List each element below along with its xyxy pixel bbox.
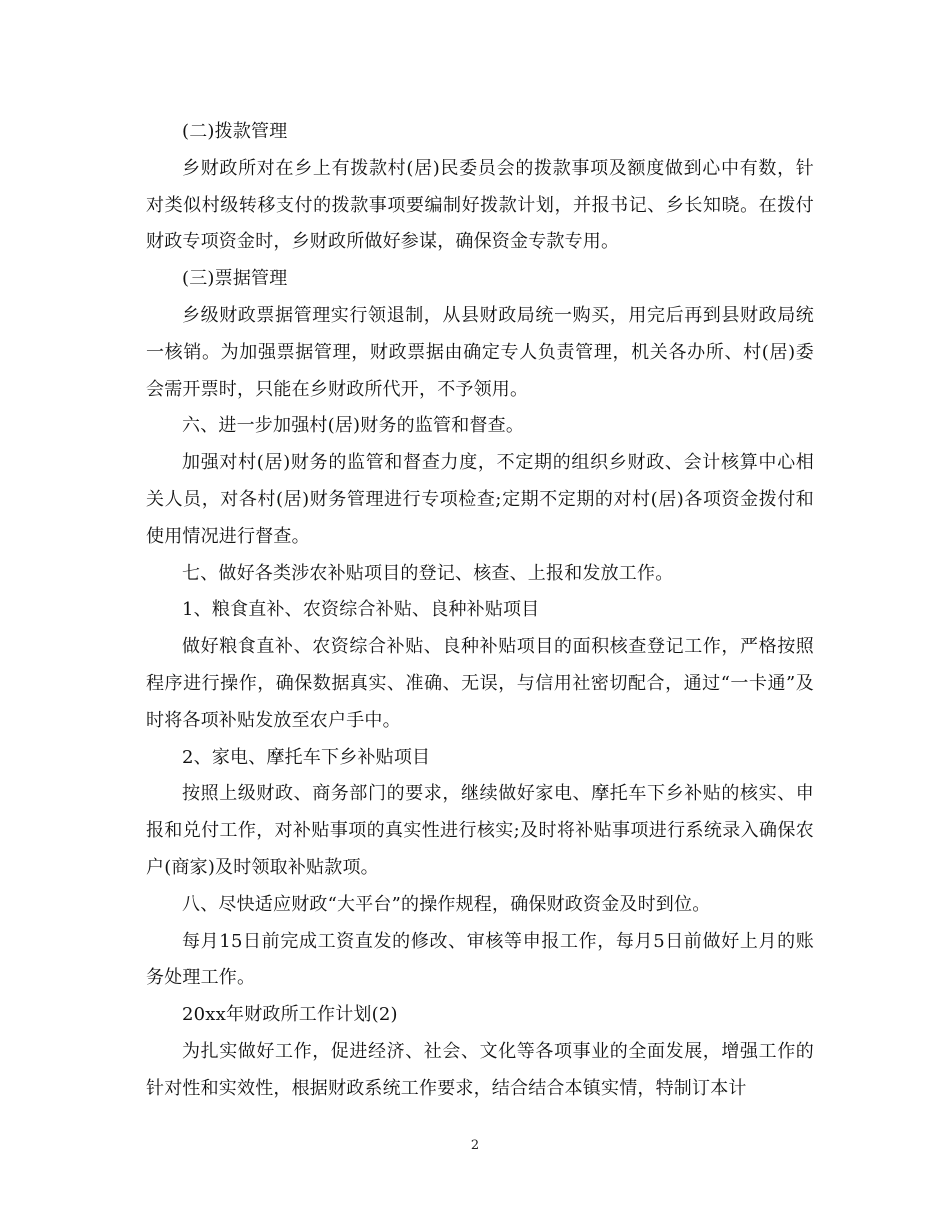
section-heading-seven: 七、做好各类涉农补贴项目的登记、核查、上报和发放工作。 — [182, 562, 674, 584]
subheading-appliance-subsidy: 2、家电、摩托车下乡补贴项目 — [182, 746, 431, 768]
document-body — [146, 114, 814, 1108]
paragraph-grain-subsidy: 做好粮食直补、农资综合补贴、良种补贴项目的面积核查登记工作，严格按照程序进行操作，确保数据真实、准确、无误，与信用社密切配合，通过“一卡通”及时将各项补贴发放至农户手中。 — [146, 636, 814, 731]
paragraph-appliance-subsidy: 按照上级财政、商务部门的要求，继续做好家电、摩托车下乡补贴的核实、申报和兑付工作，对补贴事项的真实性进行核实;及时将补贴事项进行系统录入确保农户(商家)及时领取补贴款项。 — [146, 783, 814, 878]
plan-title-2: 20xx年财政所工作计划(2) — [182, 1004, 398, 1026]
subheading-grain-subsidy: 1、粮食直补、农资综合补贴、良种补贴项目 — [182, 599, 540, 621]
section-heading-six: 六、进一步加强村(居)财务的监管和督查。 — [182, 415, 525, 437]
section-heading-eight: 八、尽快适应财政“大平台”的操作规程，确保财政资金及时到位。 — [182, 893, 711, 915]
section-heading-funding-management: (二)拨款管理 — [182, 121, 288, 142]
paragraph-village-finance-oversight: 加强对村(居)财务的监管和督查力度，不定期的组织乡财政、会计核算中心相关人员，对各村(居)财务管理进行专项检查;定期不定期的对村(居)各项资金拨付和使用情况进行督查。 — [146, 452, 814, 547]
paragraph-plan-intro: 为扎实做好工作，促进经济、社会、文化等各项事业的全面发展，增强工作的针对性和实效性，根据财政系统工作要求，结合结合本镇实情，特制订本计 — [146, 1040, 814, 1099]
section-heading-invoice-management: (三)票据管理 — [182, 268, 288, 290]
paragraph-monthly-schedule: 每月15日前完成工资直发的修改、审核等申报工作，每月5日前做好上月的账务处理工作。 — [146, 930, 814, 989]
paragraph-invoice-management: 乡级财政票据管理实行领退制，从县财政局统一购买，用完后再到县财政局统一核销。为加强票据管理，财政票据由确定专人负责管理，机关各办所、村(居)委会需开票时，只能在乡财政所代开，不予领用。 — [146, 304, 814, 400]
page-number: 2 — [470, 1138, 480, 1153]
paragraph-funding-management: 乡财政所对在乡上有拨款村(居)民委员会的拨款事项及额度做到心中有数，针对类似村级转移支付的拨款事项要编制好拨款计划，并报书记、乡长知晓。在拨付财政专项资金时，乡财政所做好参谋，确保资金专款专用。 — [146, 157, 814, 253]
